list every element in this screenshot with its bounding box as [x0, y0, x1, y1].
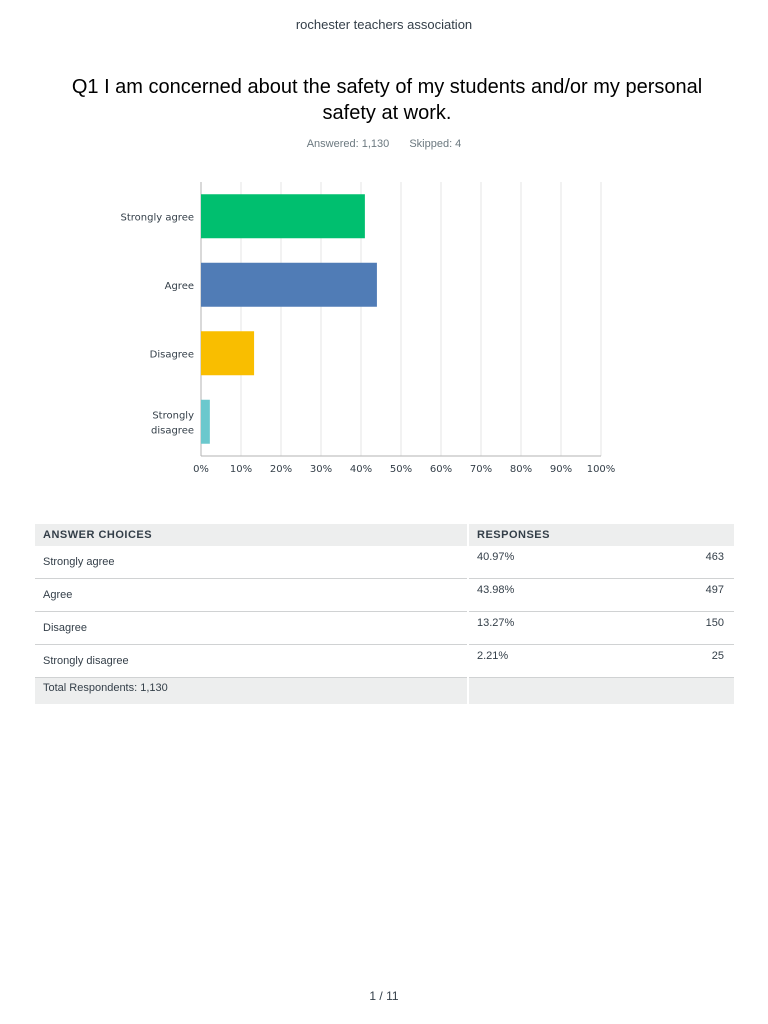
table-row [35, 612, 734, 645]
x-tick-label: 30% [309, 464, 333, 475]
question-title: Q1 I am concerned about the safety of my students and/or my personal safety at work. [71, 76, 703, 124]
page-number: 1 / 11 [369, 989, 399, 1003]
total-empty-cell [468, 678, 734, 705]
response-count: 463 [627, 546, 734, 579]
bar [201, 400, 210, 444]
x-tick-label: 60% [429, 464, 453, 475]
bar-chart [0, 0, 768, 500]
x-tick-label: 20% [269, 464, 293, 475]
y-category-label: Disagree [149, 349, 194, 361]
answer-choice: Strongly disagree [35, 645, 468, 678]
answer-choice: Strongly agree [35, 546, 468, 579]
x-tick-label: 50% [389, 464, 413, 475]
table-row [35, 546, 734, 579]
x-tick-label: 70% [469, 464, 493, 475]
response-percent: 13.27% [468, 612, 627, 645]
answer-choice: Disagree [35, 612, 468, 645]
header-answer-choices: ANSWER CHOICES [35, 524, 468, 546]
y-category-label: Strongly disagree [150, 410, 194, 437]
y-category-label: Agree [164, 280, 194, 292]
response-count: 497 [627, 579, 734, 612]
x-tick-label: 100% [586, 464, 616, 475]
total-row [35, 678, 734, 705]
table-row [35, 645, 734, 678]
y-category-label: Strongly agree [120, 212, 194, 224]
bar [201, 331, 254, 375]
answer-choice: Agree [35, 579, 468, 612]
response-count: 150 [627, 612, 734, 645]
total-respondents: Total Respondents: 1,130 [35, 678, 468, 705]
response-count: 25 [627, 645, 734, 678]
organization-name: rochester teachers association [295, 17, 473, 32]
responses-table [35, 524, 734, 704]
skipped-count: Skipped: 4 [409, 138, 462, 150]
header-responses: RESPONSES [468, 524, 734, 546]
x-tick-label: 0% [193, 464, 209, 475]
response-percent: 43.98% [468, 579, 627, 612]
response-percent: 40.97% [468, 546, 627, 579]
response-percent: 2.21% [468, 645, 627, 678]
table-row [35, 579, 734, 612]
x-tick-label: 90% [549, 464, 573, 475]
x-tick-label: 80% [509, 464, 533, 475]
answered-count: Answered: 1,130 [306, 138, 390, 150]
bar [201, 194, 365, 238]
x-tick-label: 10% [229, 464, 253, 475]
x-tick-label: 40% [349, 464, 373, 475]
bar [201, 263, 377, 307]
